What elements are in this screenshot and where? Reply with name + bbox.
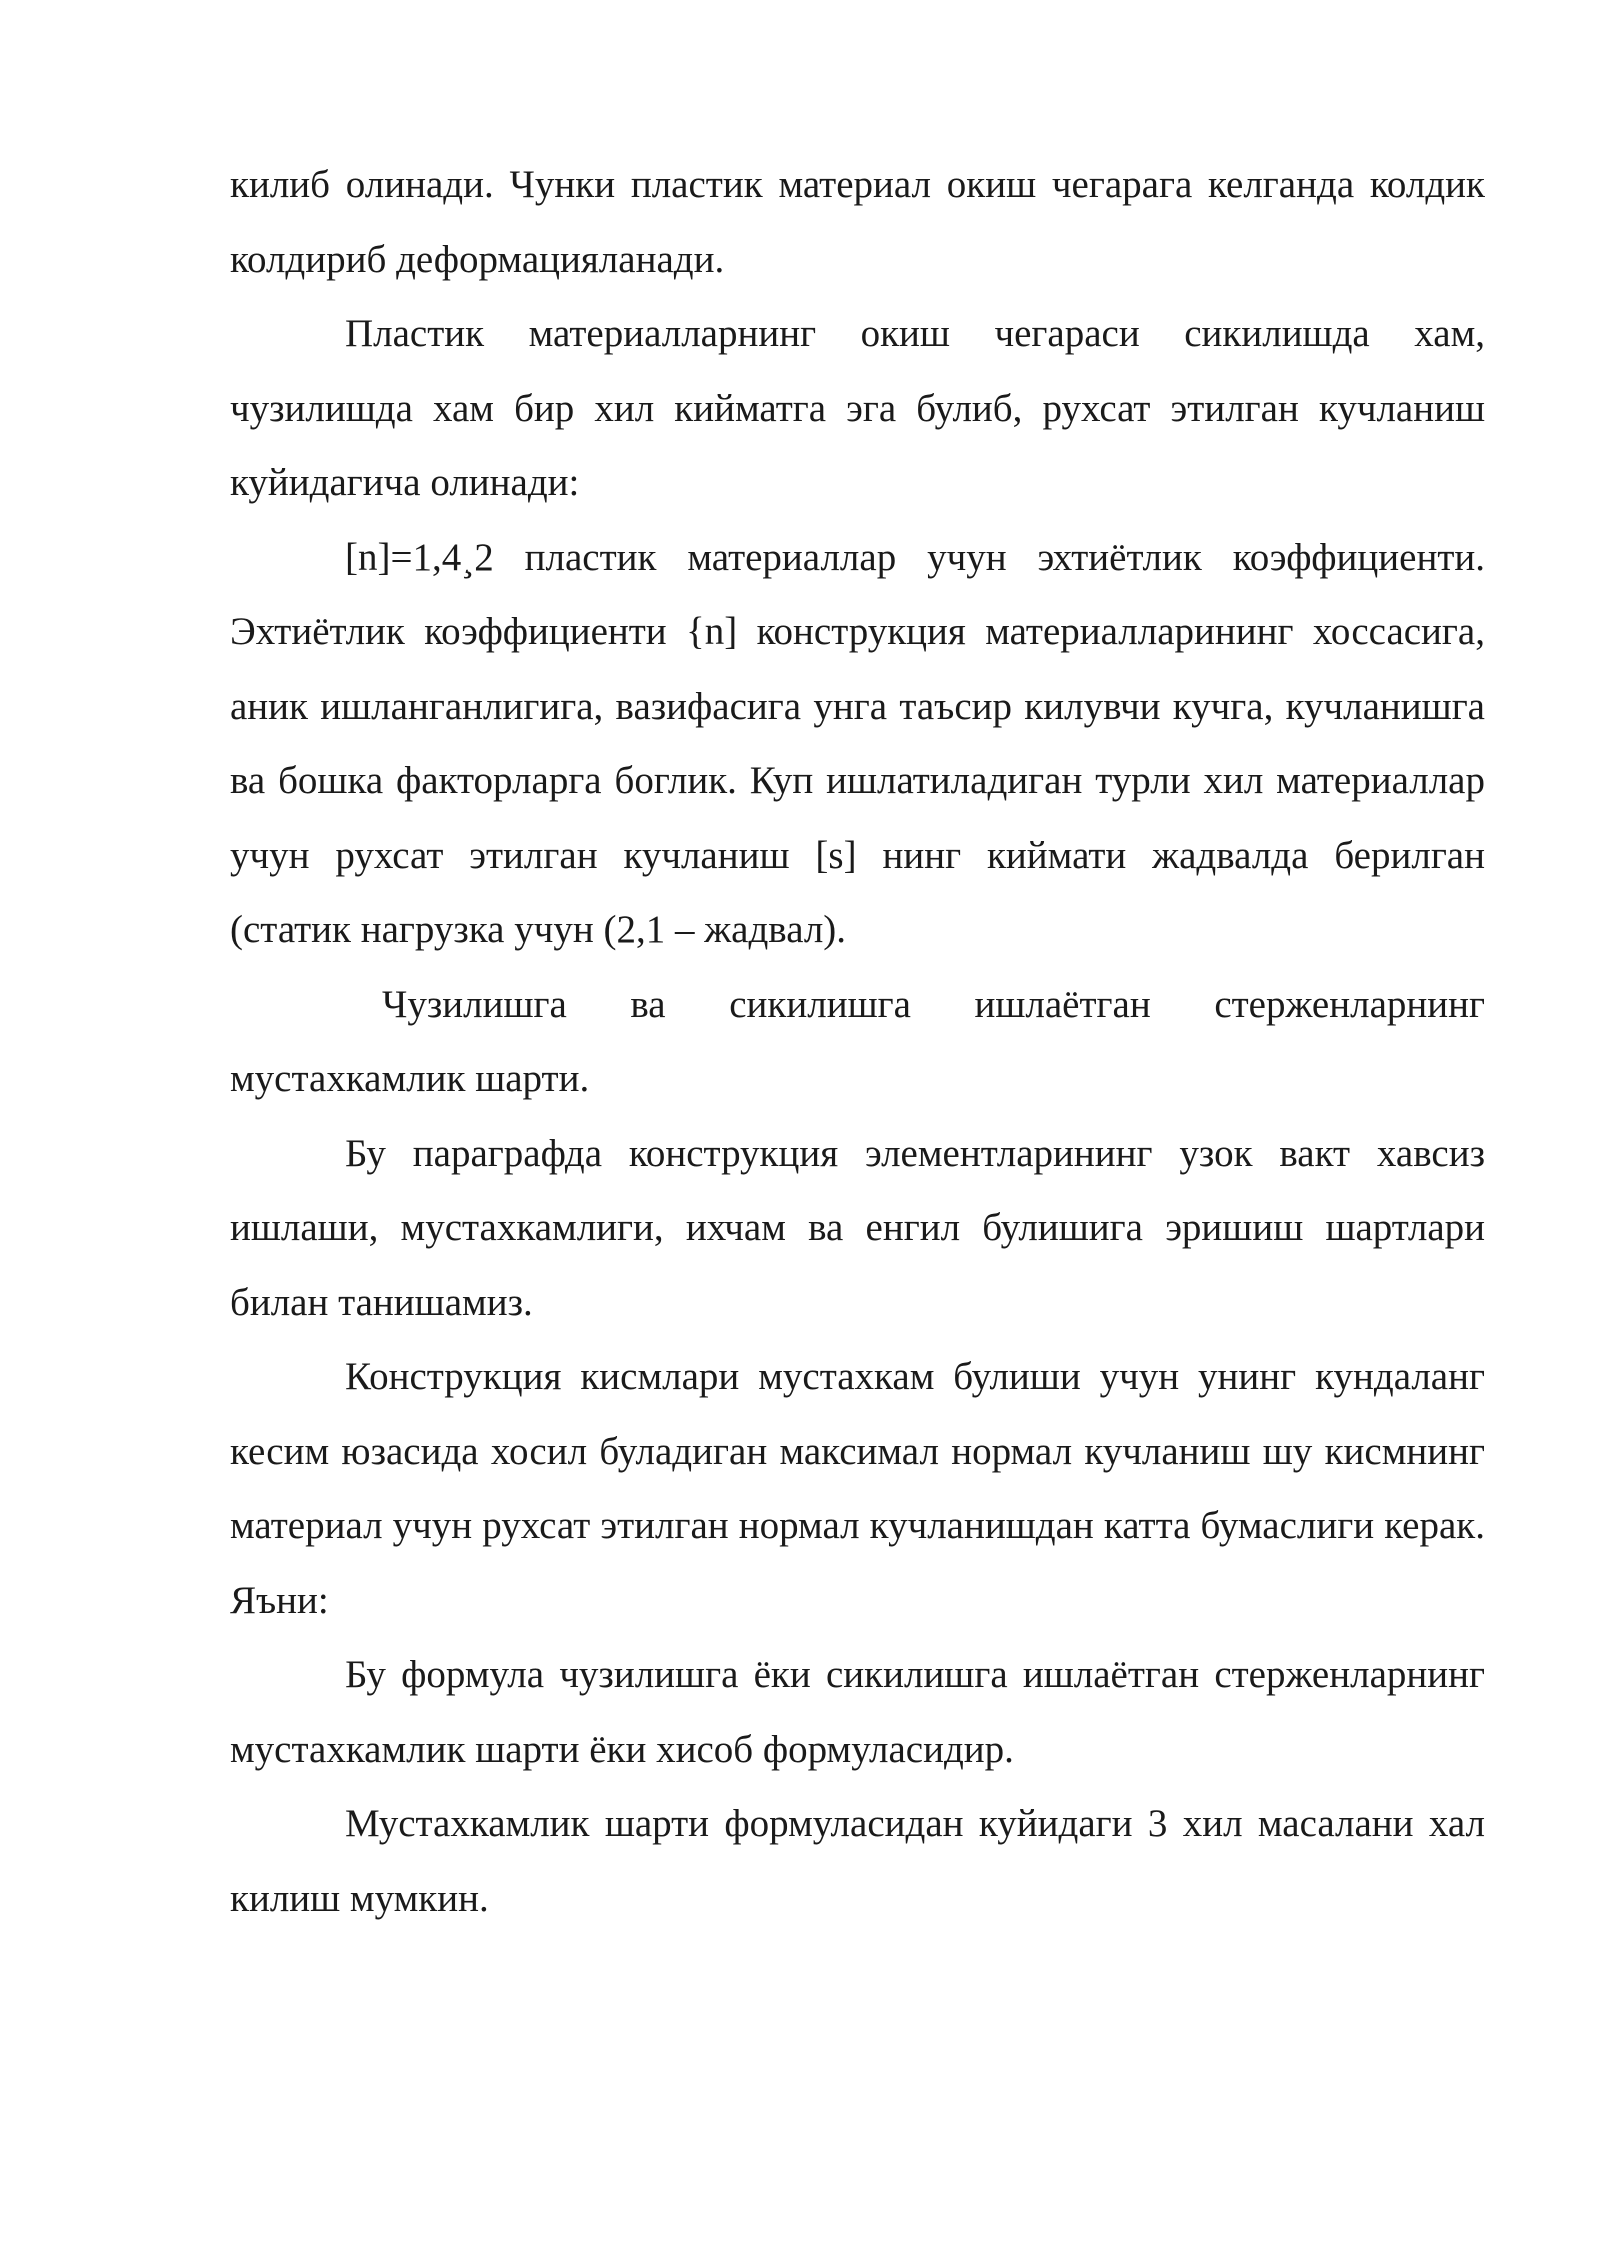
paragraph-yield-limit: Пластик материалларнинг окиш чегараси сикилишда хам, чузилишда хам бир хил кийматга эга булиб, рухсат этилган кучланиш куйидагича олинади:	[230, 312, 1485, 504]
paragraph-three-problems: Мустахкамлик шарти формуласидан куйидаги 3 хил масалани хал килиш мумкин.	[230, 1802, 1485, 1920]
paragraph-safety-factor: [n]=1,4¸2 пластик материаллар учун эхтиётлик коэффициенти. Эхтиётлик коэффициенти {n] конструкция материалларининг хоссасига, аник ишланганлигига, вазифасига унга таъсир килувчи кучга, кучланишга ва бошка факторларга боглик. Куп ишлатиладиган турли хил материаллар учун рухсат этилган кучланиш [s] нинг киймати жадвалда берилган (статик нагрузка учун (2,1 – жадвал).	[230, 535, 1485, 951]
paragraph-formula-note: Бу формула чузилишга ёки сикилишга ишлаётган стерженларнинг мустахкамлик шарти ёки хисоб формуласидир.	[230, 1653, 1485, 1771]
paragraph-strength-requirement: Конструкция кисмлари мустахкам булиши учун унинг кундаланг кесим юзасида хосил буладиган максимал нормал кучланиш шу кисмнинг материал учун рухсат этилган нормал кучланишдан катта бумаслиги керак. Яъни:	[230, 1355, 1485, 1622]
section-heading-strength-condition: Чузилишга ва сикилишга ишлаётган стерженларнинг мустахкамлик шарти.	[230, 982, 1485, 1100]
paragraph-continuation: килиб олинади. Чунки пластик материал окиш чегарага келганда колдик колдириб деформацияланади.	[230, 163, 1485, 281]
paragraph-intro: Бу параграфда конструкция элементларининг узок вакт хавсиз ишлаши, мустахкамлиги, ихчам ва енгил булишига эришиш шартлари билан танишамиз.	[230, 1131, 1485, 1324]
document-body	[230, 148, 1485, 1936]
